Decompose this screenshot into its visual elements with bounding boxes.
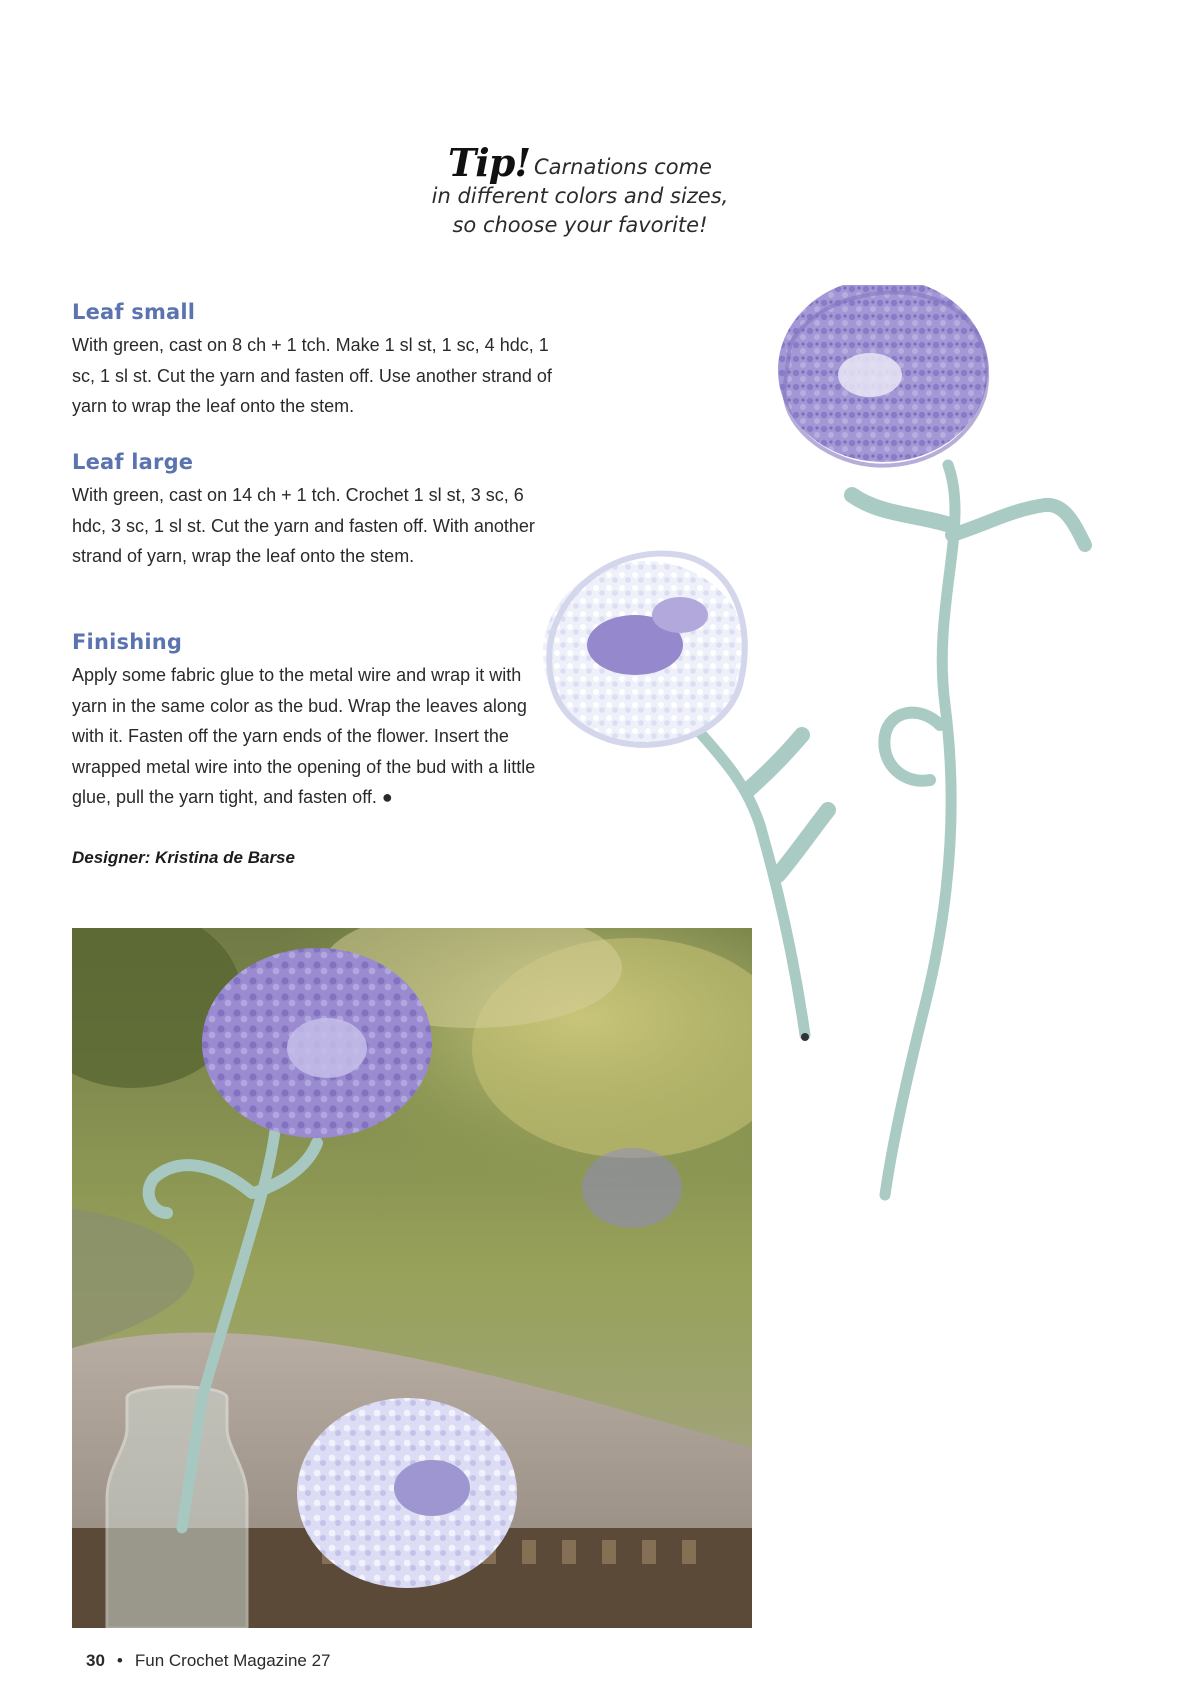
section-heading-leaf-large: Leaf large <box>72 450 194 474</box>
glass-bottle <box>107 1387 247 1628</box>
garden-photo <box>72 928 752 1628</box>
page-number: 30 <box>86 1651 105 1670</box>
section-leaf-large <box>72 450 552 572</box>
tip-word: Tip! <box>448 140 530 185</box>
garden-photo-scene <box>72 928 752 1628</box>
tip-line-2: in different colors and sizes, <box>431 184 729 208</box>
section-leaf-small <box>72 300 552 422</box>
magazine-title: Fun Crochet Magazine 27 <box>134 1651 331 1670</box>
section-body-leaf-small: With green, cast on 8 ch + 1 tch. Make 1 sl st, 1 sc, 4 hdc, 1 sc, 1 sl st. Cut the yarn and fasten off. Use another strand of yarn to wrap the leaf onto the stem. <box>72 335 552 416</box>
tip-callout <box>430 140 730 240</box>
tall-curl-tendril <box>884 713 940 781</box>
short-leaf-upper <box>748 735 802 790</box>
tall-leaf-left <box>852 495 950 525</box>
tall-stem <box>885 465 955 1195</box>
short-leaf-lower <box>778 810 828 875</box>
tall-leaf-right <box>952 505 1085 545</box>
page-footer <box>86 1651 330 1671</box>
footer-separator: • <box>116 1651 123 1670</box>
tip-line-3: so choose your favorite! <box>452 213 708 237</box>
section-finishing <box>72 630 542 813</box>
tip-line-1: Tip! Carnations come <box>448 140 712 185</box>
designer-credit: Designer: Kristina de Barse <box>72 848 295 867</box>
section-heading-leaf-small: Leaf small <box>72 300 196 324</box>
section-body-leaf-large: With green, cast on 14 ch + 1 tch. Crochet 1 sl st, 3 sc, 6 hdc, 3 sc, 1 sl st. Cut the yarn and fasten off. With another strand of yarn, wrap the leaf onto the stem. <box>72 485 535 566</box>
section-heading-finishing: Finishing <box>72 630 183 654</box>
section-body-finishing: Apply some fabric glue to the metal wire and wrap it with yarn in the same color as the bud. Wrap the leaves along with it. Fasten off the yarn ends of the flower. Insert the wrapped metal wire into the opening of the bud with a little glue, pull the yarn tight, and fasten off. ● <box>72 665 536 807</box>
